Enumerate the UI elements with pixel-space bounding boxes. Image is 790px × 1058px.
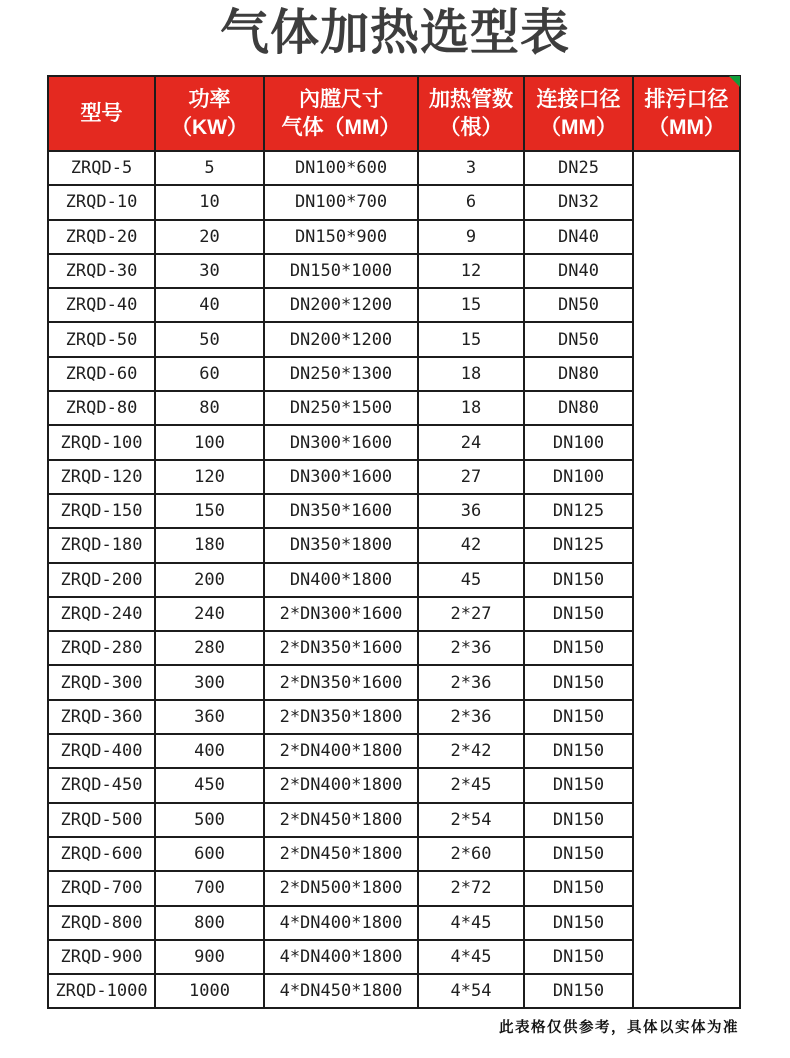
- cell-connection-diameter: DN150: [524, 563, 633, 597]
- cell-chamber-size: DN400*1800: [264, 563, 418, 597]
- cell-tube-count: 2*36: [418, 631, 524, 665]
- cell-tube-count: 2*54: [418, 803, 524, 837]
- cell-power: 5: [155, 151, 264, 185]
- cell-connection-diameter: DN50: [524, 288, 633, 322]
- cell-connection-diameter: DN125: [524, 494, 633, 528]
- cell-chamber-size: DN300*1600: [264, 425, 418, 459]
- cell-connection-diameter: DN80: [524, 391, 633, 425]
- cell-chamber-size: 2*DN400*1800: [264, 734, 418, 768]
- col-header-power-line: 功率: [188, 88, 231, 112]
- cell-connection-diameter: DN150: [524, 906, 633, 940]
- cell-tube-count: 2*27: [418, 597, 524, 631]
- cell-model: ZRQD-360: [48, 700, 155, 734]
- cell-power: 280: [155, 631, 264, 665]
- col-header-tube-count: [418, 76, 524, 151]
- cell-tube-count: 2*45: [418, 768, 524, 802]
- cell-power: 180: [155, 528, 264, 562]
- cell-tube-count: 2*42: [418, 734, 524, 768]
- cell-model: ZRQD-500: [48, 803, 155, 837]
- cell-model: ZRQD-240: [48, 597, 155, 631]
- cell-model: ZRQD-40: [48, 288, 155, 322]
- selection-table: [47, 75, 741, 1009]
- cell-connection-diameter: DN150: [524, 837, 633, 871]
- cell-connection-diameter: DN150: [524, 597, 633, 631]
- cell-model: ZRQD-30: [48, 254, 155, 288]
- cell-connection-diameter: DN100: [524, 460, 633, 494]
- cell-power: 50: [155, 322, 264, 356]
- cell-chamber-size: 2*DN500*1800: [264, 871, 418, 905]
- cell-model: ZRQD-280: [48, 631, 155, 665]
- cell-chamber-size: 2*DN450*1800: [264, 837, 418, 871]
- cell-connection-diameter: DN150: [524, 871, 633, 905]
- cell-model: ZRQD-450: [48, 768, 155, 802]
- cell-tube-count: 2*36: [418, 665, 524, 699]
- cell-model: ZRQD-80: [48, 391, 155, 425]
- cell-power: 200: [155, 563, 264, 597]
- col-header-connection-diameter-line: （MM）: [540, 115, 617, 139]
- cell-connection-diameter: DN150: [524, 803, 633, 837]
- cell-chamber-size: DN150*900: [264, 220, 418, 254]
- cell-power: 450: [155, 768, 264, 802]
- cell-connection-diameter: DN125: [524, 528, 633, 562]
- cell-chamber-size: DN250*1500: [264, 391, 418, 425]
- cell-chamber-size: 2*DN350*1600: [264, 665, 418, 699]
- header-row: [48, 76, 740, 151]
- col-header-tube-count-line: （根）: [439, 115, 503, 139]
- cell-power: 30: [155, 254, 264, 288]
- col-header-chamber-size-line: 內膛尺寸: [299, 88, 383, 112]
- cell-tube-count: 18: [418, 391, 524, 425]
- cell-chamber-size: DN350*1600: [264, 494, 418, 528]
- cell-chamber-size: 4*DN450*1800: [264, 974, 418, 1008]
- col-header-connection-diameter-line: 连接口径: [536, 88, 621, 112]
- cell-power: 500: [155, 803, 264, 837]
- col-header-chamber-size-line: 气体（MM）: [281, 115, 401, 139]
- cell-connection-diameter: DN150: [524, 940, 633, 974]
- cell-model: ZRQD-800: [48, 906, 155, 940]
- cell-connection-diameter: DN80: [524, 357, 633, 391]
- cell-chamber-size: DN300*1600: [264, 460, 418, 494]
- cell-connection-diameter: DN40: [524, 254, 633, 288]
- cell-power: 1000: [155, 974, 264, 1008]
- cell-chamber-size: 2*DN300*1600: [264, 597, 418, 631]
- col-header-model: [48, 76, 155, 151]
- cell-tube-count: 45: [418, 563, 524, 597]
- col-header-tube-count-line: 加热管数: [429, 88, 513, 112]
- cell-tube-count: 3: [418, 151, 524, 185]
- cell-tube-count: 2*72: [418, 871, 524, 905]
- col-header-drain-diameter: [633, 76, 740, 151]
- cell-power: 150: [155, 494, 264, 528]
- footnote: 此表格仅供参考，具体以实体为准: [499, 1020, 739, 1036]
- cell-connection-diameter: DN150: [524, 734, 633, 768]
- cell-chamber-size: DN250*1300: [264, 357, 418, 391]
- cell-model: ZRQD-150: [48, 494, 155, 528]
- cell-tube-count: 15: [418, 288, 524, 322]
- cell-tube-count: 42: [418, 528, 524, 562]
- cell-chamber-size: 2*DN350*1600: [264, 631, 418, 665]
- cell-chamber-size: DN100*600: [264, 151, 418, 185]
- cell-tube-count: 15: [418, 322, 524, 356]
- cell-tube-count: 24: [418, 425, 524, 459]
- cell-connection-diameter: DN150: [524, 974, 633, 1008]
- cell-power: 900: [155, 940, 264, 974]
- cell-power: 240: [155, 597, 264, 631]
- cell-model: ZRQD-10: [48, 185, 155, 219]
- cell-power: 80: [155, 391, 264, 425]
- cell-power: 100: [155, 425, 264, 459]
- cell-connection-diameter: DN150: [524, 768, 633, 802]
- cell-model: ZRQD-100: [48, 425, 155, 459]
- cell-chamber-size: 4*DN400*1800: [264, 940, 418, 974]
- cell-power: 60: [155, 357, 264, 391]
- col-header-model-line: 型号: [80, 101, 123, 125]
- table-row: [48, 151, 740, 185]
- cell-chamber-size: 2*DN400*1800: [264, 768, 418, 802]
- cell-tube-count: 27: [418, 460, 524, 494]
- cell-power: 700: [155, 871, 264, 905]
- cell-connection-diameter: DN100: [524, 425, 633, 459]
- cell-model: ZRQD-60: [48, 357, 155, 391]
- page-title: 气体加热选型表: [219, 6, 570, 60]
- col-header-drain-diameter-line: 排污口径: [644, 88, 729, 112]
- cell-power: 400: [155, 734, 264, 768]
- cell-tube-count: 18: [418, 357, 524, 391]
- cell-chamber-size: DN200*1200: [264, 322, 418, 356]
- cell-tube-count: 4*45: [418, 940, 524, 974]
- cell-tube-count: 4*45: [418, 906, 524, 940]
- cell-model: ZRQD-300: [48, 665, 155, 699]
- cell-chamber-size: DN100*700: [264, 185, 418, 219]
- cell-connection-diameter: DN40: [524, 220, 633, 254]
- col-header-power-line: （KW）: [171, 115, 248, 139]
- cell-chamber-size: DN200*1200: [264, 288, 418, 322]
- cell-power: 20: [155, 220, 264, 254]
- cell-model: ZRQD-20: [48, 220, 155, 254]
- cell-connection-diameter: DN50: [524, 322, 633, 356]
- cell-power: 300: [155, 665, 264, 699]
- cell-connection-diameter: DN25: [524, 151, 633, 185]
- cell-power: 800: [155, 906, 264, 940]
- cell-model: ZRQD-1000: [48, 974, 155, 1008]
- cell-connection-diameter: DN150: [524, 665, 633, 699]
- cell-chamber-size: 4*DN400*1800: [264, 906, 418, 940]
- cell-model: ZRQD-120: [48, 460, 155, 494]
- cell-tube-count: 2*36: [418, 700, 524, 734]
- col-header-connection-diameter: [524, 76, 633, 151]
- cell-model: ZRQD-200: [48, 563, 155, 597]
- cell-connection-diameter: DN32: [524, 185, 633, 219]
- cell-tube-count: 9: [418, 220, 524, 254]
- cell-chamber-size: 2*DN350*1800: [264, 700, 418, 734]
- cell-tube-count: 36: [418, 494, 524, 528]
- cell-model: ZRQD-900: [48, 940, 155, 974]
- col-header-power: [155, 76, 264, 151]
- cell-tube-count: 12: [418, 254, 524, 288]
- cell-model: ZRQD-700: [48, 871, 155, 905]
- cell-drain-merged: [633, 151, 740, 1008]
- cell-power: 40: [155, 288, 264, 322]
- cell-connection-diameter: DN150: [524, 631, 633, 665]
- col-header-drain-diameter-line: （MM）: [648, 115, 725, 139]
- cell-tube-count: 2*60: [418, 837, 524, 871]
- cell-model: ZRQD-5: [48, 151, 155, 185]
- cell-power: 600: [155, 837, 264, 871]
- cell-chamber-size: 2*DN450*1800: [264, 803, 418, 837]
- cell-model: ZRQD-400: [48, 734, 155, 768]
- cell-tube-count: 4*54: [418, 974, 524, 1008]
- cell-chamber-size: DN350*1800: [264, 528, 418, 562]
- cell-model: ZRQD-180: [48, 528, 155, 562]
- cell-tube-count: 6: [418, 185, 524, 219]
- cell-model: ZRQD-600: [48, 837, 155, 871]
- cell-power: 120: [155, 460, 264, 494]
- col-header-chamber-size: [264, 76, 418, 151]
- cell-power: 10: [155, 185, 264, 219]
- cell-power: 360: [155, 700, 264, 734]
- cell-connection-diameter: DN150: [524, 700, 633, 734]
- cell-model: ZRQD-50: [48, 322, 155, 356]
- cell-chamber-size: DN150*1000: [264, 254, 418, 288]
